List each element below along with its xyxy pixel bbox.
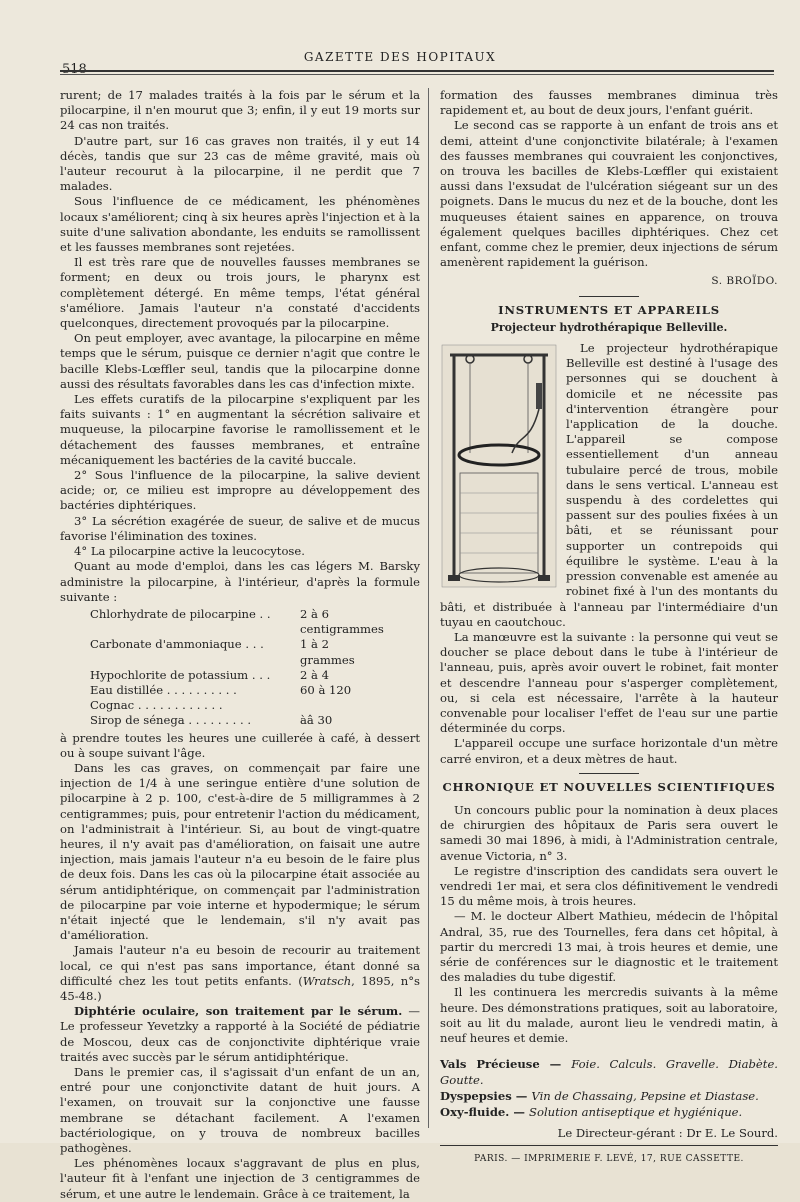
paragraph	[60, 943, 420, 1004]
section-title: CHRONIQUE ET NOUVELLES SCIENTIFIQUES	[442, 779, 776, 794]
paragraph: formation des fausses membranes diminua très rapidement et, au bout de deux jours, l'enfant guérit.	[440, 88, 778, 118]
paragraph: D'autre part, sur 16 cas graves non traités, il y eut 14 décès, tandis que sur 23 cas de même gravité, mais où l'auteur recourut à la pilocarpine, il ne perdit que 7 malades.	[60, 133, 420, 194]
prescription-formula	[90, 607, 420, 729]
advertisement-line	[440, 1056, 778, 1088]
shower-apparatus-illustration	[440, 343, 558, 589]
ad-text: Solution antiseptique et hygiénique.	[529, 1105, 743, 1120]
formula-row	[90, 637, 380, 667]
formula-leader: . . . . . . . . .	[184, 713, 252, 728]
paragraph: L'appareil occupe une surface horizontale d'un mètre carré environ, et a deux mètres de haut.	[440, 736, 778, 766]
paragraph: 2° Sous l'influence de la pilocarpine, la salive devient acide; or, ce milieu est impropre au développement des bactéries diphtériques.	[60, 468, 420, 513]
advertisement-line	[440, 1088, 778, 1104]
formula-row	[90, 698, 380, 713]
formula-amount: 60 à 120	[300, 682, 352, 697]
subsection-title: Projecteur hydrothérapique Belleville.	[490, 320, 728, 334]
formula-row	[90, 606, 384, 637]
formula-row	[90, 668, 380, 683]
paragraph: La manœuvre est la suivante : la personne qui veut se doucher se place debout dans le tube à l'intérieur de l'anneau, puis, après avoir ouvert le robinet, fait monter et descendre l'anneau pour s'asperger complètement, ou, si cela est nécessaire, l'arrête à la hauteur convenable pour localiser l'effet de l'eau sur une partie déterminée du corps.	[440, 629, 778, 736]
left-column	[60, 88, 420, 1201]
ad-brand: Oxy-fluide.	[440, 1105, 510, 1120]
formula-amount: 1 à 2 grammes	[300, 637, 355, 667]
formula-leader: . . .	[248, 667, 271, 682]
ad-text: Vin de Chassaing, Pepsine et Diastase.	[531, 1089, 759, 1104]
column-divider	[428, 88, 429, 1128]
formula-row	[90, 713, 380, 728]
formula-ingredient: Eau distillée	[90, 682, 164, 697]
paragraph: Les effets curatifs de la pilocarpine s'expliquent par les faits suivants : 1° en augmentant la sécrétion salivaire et muqueuse, la pilocarpine favorise le ramollissement et le détachement des fausses membranes, et entraîne mécaniquement les bactéries de la cavité buccale.	[60, 392, 420, 467]
citation: Wratsch	[302, 973, 352, 988]
formula-ingredient: Chlorhydrate de pilocarpine	[90, 606, 256, 621]
formula-row	[90, 683, 380, 698]
section-divider	[579, 773, 639, 774]
ad-separator: —	[539, 1057, 572, 1072]
ad-brand: Dyspepsies	[440, 1089, 512, 1104]
paragraph: Le second cas se rapporte à un enfant de trois ans et demi, atteint d'une conjonctivite bilatérale; à l'examen des fausses membranes qui couvraient les conjonctives, on trouva les bacilles de Klebs-Lœffler qui existaient aussi dans l'exsudat de l'ulcération siégeant sur un des poignets. Dans le mucus du nez et de la bouche, dont les muqueuses étaient saines en apparence, on trouva également quelques bacilles diphtériques. Chez cet enfant, comme chez le premier, deux injections de sérum amenèrent rapidement la guérison.	[440, 118, 778, 270]
printer-imprint: PARIS. — IMPRIMERIE F. LEVÉ, 17, RUE CASSETTE.	[474, 1154, 744, 1165]
paragraph: On peut employer, avec avantage, la pilocarpine en même temps que le sérum, puisque ce dernier n'agit que contre le bacille Klebs-Lœffler seul, tandis que la pilocarpine donne aussi des résultats favorables dans les cas d'infection mixte.	[60, 331, 420, 391]
ad-separator: —	[511, 1089, 532, 1104]
formula-amount	[300, 698, 380, 713]
paragraph: Dans les cas graves, on commençait par faire une injection de 1/4 à une seringue entière d'une solution de pilocarpine à 2 p. 100, c'est-à-dire de 5 milligrammes à 2 centigrammes; puis, pour entretenir l'action du médicament, on l'administrait à l'intérieur. Si, au bout de vingt-quatre heures, il n'y avait pas d'amélioration, on faisait une autre injection, mais jamais l'auteur n'a eu besoin de le faire plus de deux fois. Dans les cas où la pilocarpine était associée au sérum antidiphtérique, on commençait par l'administration de pilocarpine par voie interne et hypodermique; le sérum n'était injecté que le lendemain, s'il n'y avait pas d'amélioration.	[60, 760, 420, 943]
footer-rule	[440, 1145, 778, 1146]
formula-leader: . . . . . . . . . . . .	[134, 698, 223, 713]
ad-separator: —	[509, 1105, 530, 1120]
formula-ingredient: Hypochlorite de potassium	[90, 667, 249, 682]
paragraph: Quant au mode d'emploi, dans les cas légers M. Barsky administre la pilocarpine, à l'intérieur, d'après la formule suivante :	[60, 559, 420, 604]
paragraph: 4° La pilocarpine active la leucocytose.	[74, 544, 305, 559]
paragraph: Il est très rare que de nouvelles fausses membranes se forment; en deux ou trois jours, le pharynx est complètement détergé. En même temps, l'état général s'améliore. Jamais l'auteur n'a constaté d'accidents quelconques, directement provoqués par la pilocarpine.	[60, 255, 420, 331]
ad-text: Foie. Calculs. Gravelle. Diabète. Goutte.	[440, 1057, 778, 1088]
paragraph: Dans le premier cas, il s'agissait d'un enfant de un an, entré pour une conjonctivite datant de huit jours. A l'examen, on trouvait sur la conjonctive une fausse membrane se détachant facilement. A l'examen bactériologique, on y trouva de nombreux bacilles pathogènes.	[60, 1065, 420, 1156]
right-column	[440, 88, 778, 1165]
section-divider	[579, 296, 639, 297]
text-run: Le projecteur hydrothérapique Belleville est destiné à l'usage des personnes qui se douchent à domicile et ne nécessite pas d'intervention étrangère pour l'application de la douche. L'appareil se compose essentiellement d'un anneau tubulaire percé de trous, mobile dans le sens vertical. L'anneau est suspendu à des cordelettes qui passent sur des poulies fixées à un bâti, et se réunissant pour supporter un contrepoids qui équilibre le système. L'eau à la pression convenable est amenée au robinet fixé à l'un des montants du bâti, et distribuée à l'anneau par l'intermédiaire d'un tuyau en caoutchouc.	[440, 341, 778, 629]
director-signature: Le Directeur-gérant : Dr E. Le Sourd.	[557, 1126, 778, 1141]
running-head: GAZETTE DES HOPITAUX	[303, 50, 497, 64]
paragraph: rurent; de 17 malades traités à la fois par le sérum et la pilocarpine, il n'en mourut que 3; enfin, il y eut 19 morts sur 24 cas non traités.	[60, 88, 420, 133]
text-run: — Le professeur Yevetzky a rapporté à la Société de pédiatrie de Moscou, deux cas de conjonctivite diphtérique vraie traités avec succès par le sérum antidiphtérique.	[60, 1004, 420, 1064]
formula-ingredient: Carbonate d'ammoniaque	[90, 637, 242, 652]
paragraph: Le registre d'inscription des candidats sera ouvert le vendredi 1er mai, et sera clos définitivement le vendredi 15 du même mois, à trois heures.	[440, 863, 778, 909]
text-run: Jamais l'auteur n'a eu besoin de recourir au traitement local, ce qui n'est pas sans importance, étant donné sa difficulté chez les tout petits enfants. (	[60, 943, 420, 988]
formula-ingredient: Cognac	[90, 698, 135, 713]
formula-amount: 2 à 4	[300, 667, 330, 682]
formula-leader: . . .	[241, 637, 264, 652]
paragraph: Les phénomènes locaux s'aggravant de plus en plus, l'auteur fit à l'enfant une injection de 3 centigrammes de sérum, et une autre le lendemain. Grâce à ce traitement, la	[60, 1156, 420, 1201]
paragraph: à prendre toutes les heures une cuillerée à café, à dessert ou à soupe suivant l'âge.	[60, 730, 420, 760]
paragraph: Il les continuera les mercredis suivants à la même heure. Des démonstrations pratiques, soit au laboratoire, soit au lit du malade, auront lieu le vendredi matin, à neuf heures et demie.	[440, 985, 778, 1045]
article-heading: Diphtérie oculaire, son traitement par le sérum.	[74, 1004, 403, 1019]
formula-amount: àâ 30	[300, 713, 333, 728]
page-number: 518	[62, 62, 87, 77]
section-title: INSTRUMENTS ET APPAREILS	[498, 302, 720, 317]
paragraph: Sous l'influence de ce médicament, les phénomènes locaux s'améliorent; cinq à six heures après l'injection et à la suite d'une salivation abondante, les enduits se ramollissent et les fausses membranes sont rejetées.	[60, 194, 420, 255]
advertisement-line	[440, 1104, 778, 1120]
paragraph: — M. le docteur Albert Mathieu, médecin de l'hôpital Andral, 35, rue des Tournelles, fera dans cet hôpital, à partir du mercredi 13 mai, à trois heures et demie, une série de conférences sur le diagnostic et le traitement des maladies du tube digestif.	[440, 909, 778, 985]
formula-leader: . .	[255, 606, 271, 621]
ad-brand: Vals Précieuse	[440, 1057, 540, 1072]
paragraph: 3° La sécrétion exagérée de sueur, de salive et de mucus favorise l'élimination des toxines.	[60, 513, 420, 543]
text-run: , 1895, n°s 45-48.)	[60, 973, 420, 1003]
header-rule-thin	[60, 74, 774, 75]
formula-amount: 2 à 6 centigrammes	[300, 606, 384, 637]
header-rule	[60, 70, 774, 72]
paragraph	[440, 341, 778, 630]
author-signature: S. BROÏDO.	[711, 275, 778, 288]
paragraph: Un concours public pour la nomination à deux places de chirurgien des hôpitaux de Paris sera ouvert le samedi 30 mai 1896, à midi, à l'Administration centrale, avenue Victoria, n° 3.	[440, 802, 778, 863]
paragraph	[60, 1004, 420, 1065]
formula-leader: . . . . . . . . . .	[163, 682, 237, 697]
formula-ingredient: Sirop de sénega	[90, 713, 185, 728]
